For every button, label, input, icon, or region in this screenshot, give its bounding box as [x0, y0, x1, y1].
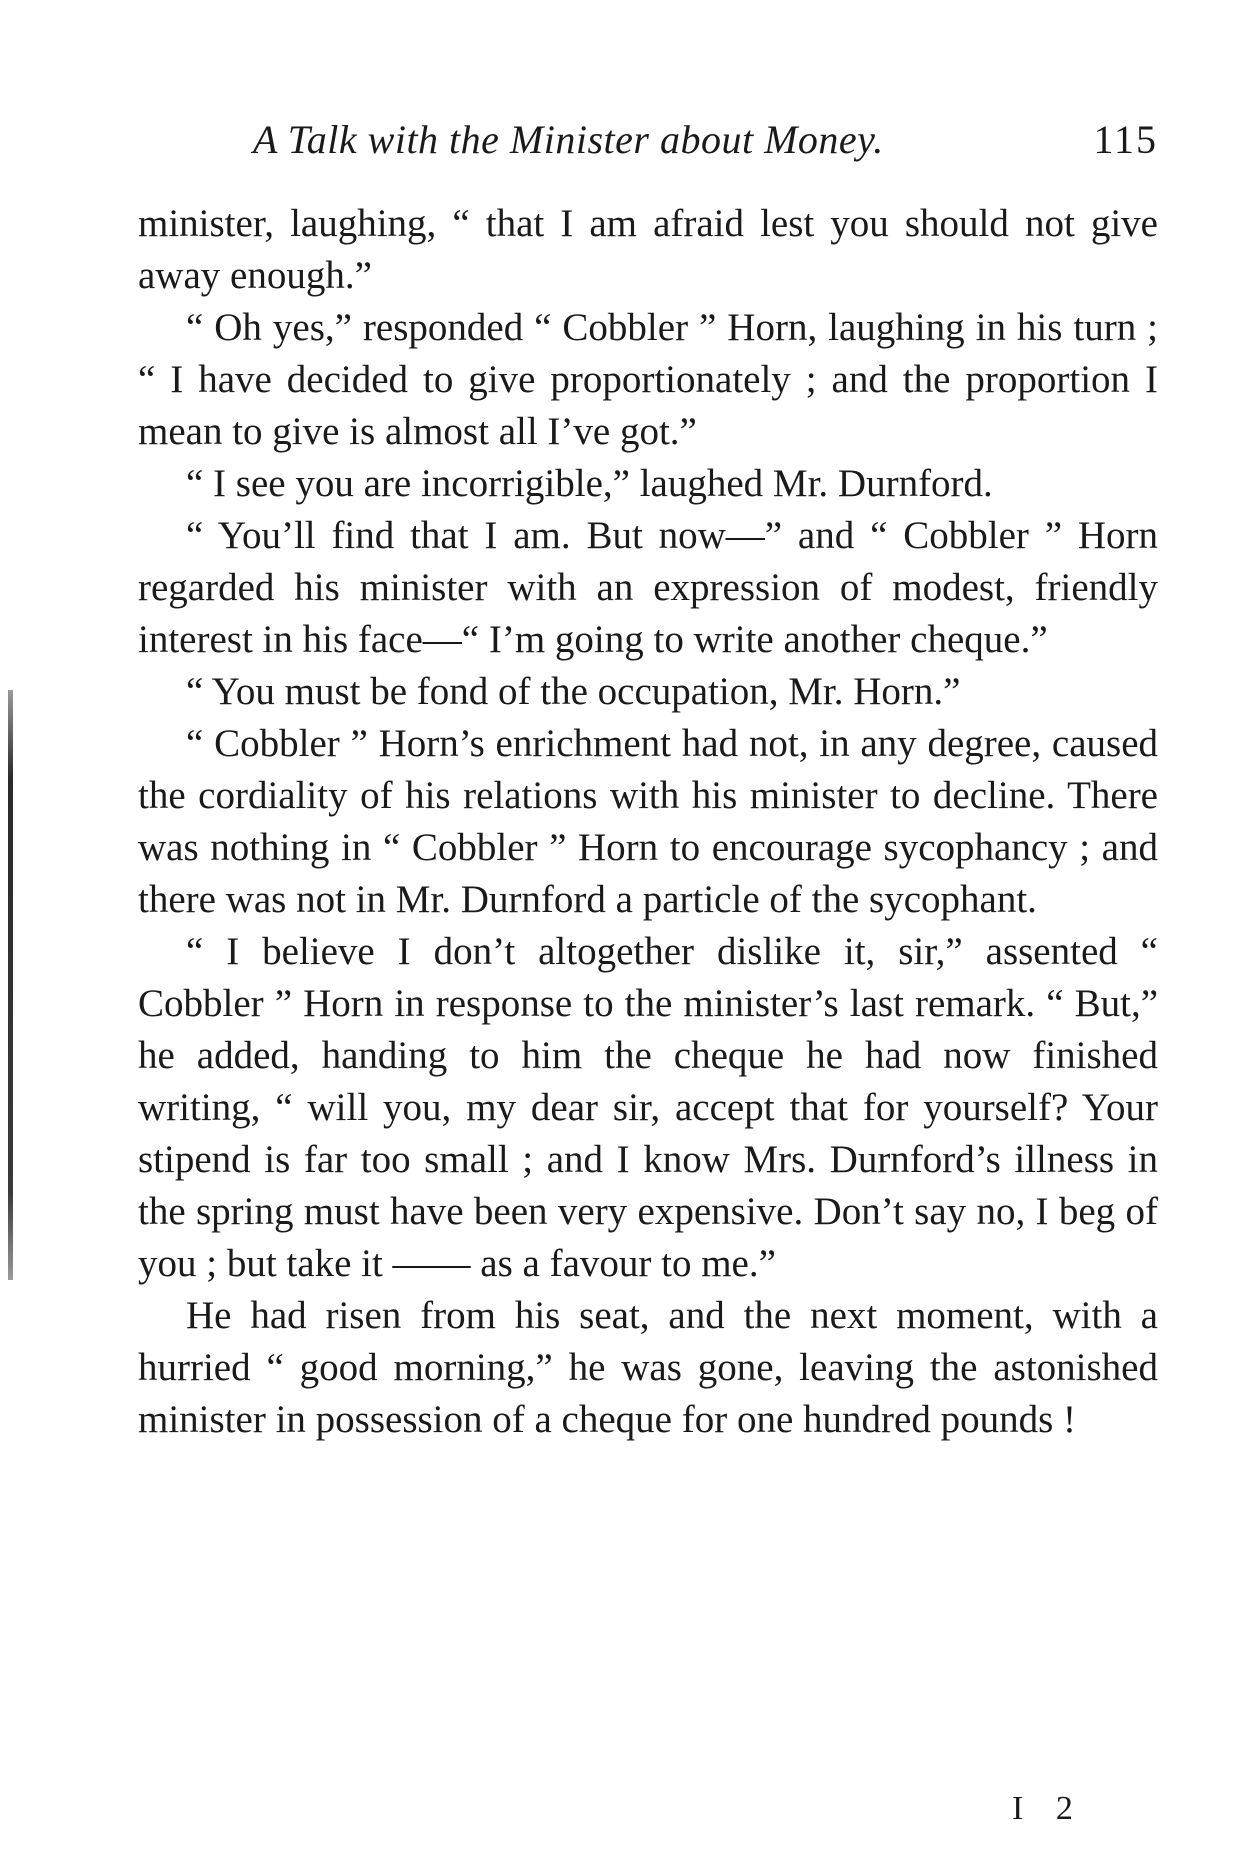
paragraph: “ I believe I don’t altogether dislike it, sir,” assented “ Cobbler ” Horn in response to the minister’s last remark. “ But,” he added, handing to him the cheque he had now finished writing, “ will you, my dear sir, accept that for yourself? Your stipend is far too small ; and I know Mrs. Durnford’s illness in the spring must have been very expensive. Don’t say no, I beg of you ; but take it —— as a favour to me.”	[138, 930, 1158, 1285]
page-number: 115	[1093, 117, 1158, 162]
signature-mark: I 2	[1012, 1790, 1085, 1827]
page-header	[253, 110, 1158, 170]
paragraph: “ You must be fond of the occupation, Mr. Horn.”	[186, 670, 961, 713]
paragraph: “ I see you are incorrigible,” laughed Mr. Durnford.	[186, 462, 993, 505]
paragraph: “ You’ll find that I am. But now—” and “ Cobbler ” Horn regarded his minister with an expression of modest, friendly interest in his face—“ I’m going to write another cheque.”	[138, 514, 1158, 661]
paragraph-continued: minister, laughing, “ that I am afraid lest you should not give away enough.”	[138, 202, 1158, 297]
binding-edge-shadow	[8, 690, 13, 1280]
paragraph: “ Oh yes,” responded “ Cobbler ” Horn, laughing in his turn ; “ I have decided to give proportionately ; and the proportion I mean to give is almost all I’ve got.”	[138, 306, 1158, 453]
running-title: A Talk with the Minister about Money.	[253, 117, 884, 162]
body-text	[138, 198, 1158, 1446]
paragraph: He had risen from his seat, and the next moment, with a hurried “ good morning,” he was gone, leaving the astonished minister in possession of a cheque for one hundred pounds !	[138, 1294, 1158, 1441]
paragraph: “ Cobbler ” Horn’s enrichment had not, in any degree, caused the cordiality of his relations with his minister to decline. There was nothing in “ Cobbler ” Horn to encourage sycophancy ; and there was not in Mr. Durnford a particle of the sycophant.	[138, 722, 1158, 921]
